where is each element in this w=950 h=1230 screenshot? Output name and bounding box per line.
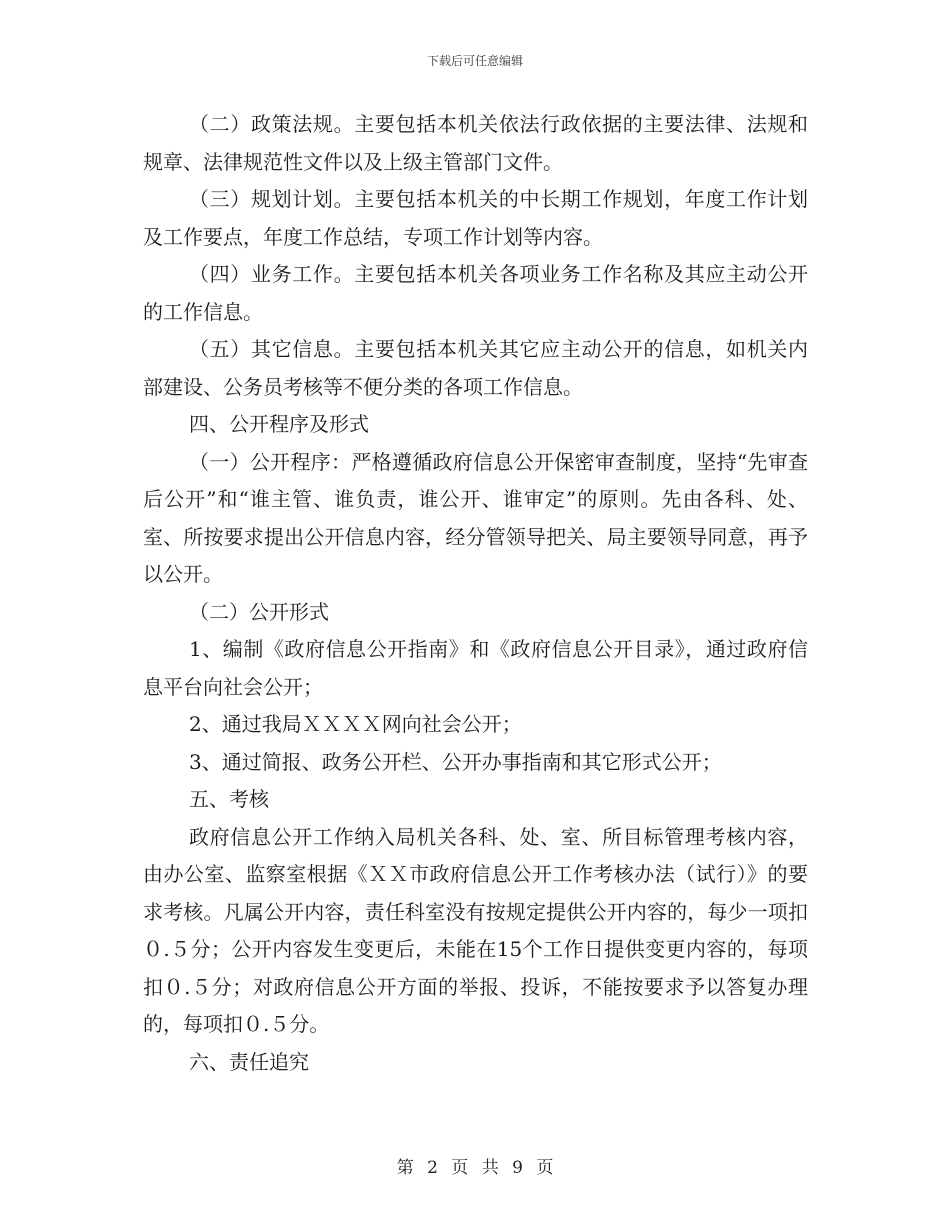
subheading-disclosure-forms: （二）公开形式 [189,599,329,624]
page-header: 下载后可任意编辑 [426,54,523,68]
paragraph-business-work: （四）业务工作。主要包括本机关各项业务工作名称及其应主动公开的工作信息。 [143,262,808,324]
list-item-1: 1、编制《政府信息公开指南》和《政府信息公开目录》，通过政府信息平台向社会公开； [143,637,808,699]
paragraph-planning: （三）规划计划。主要包括本机关的中长期工作规划，年度工作计划及工作要点，年度工作总结，专项工作计划等内容。 [143,187,808,249]
section-heading-accountability: 六、责任追究 [189,1049,309,1074]
paragraph-policy-regulations: （二）政策法规。主要包括本机关依法行政依据的主要法律、法规和规章、法律规范性文件以及上级主管部门文件。 [143,112,808,174]
document-body [143,106,808,1081]
section-heading-assessment: 五、考核 [189,787,269,811]
paragraph-assessment: 政府信息公开工作纳入局机关各科、处、室、所目标管理考核内容，由办公室、监察室根据《ＸＸ市政府信息公开工作考核办法（试行）》的要求考核。凡属公开内容，责任科室没有按规定提供公开内容的，每少一项扣０.５分；公开内容发生变更后，未能在15个工作日提供变更内容的，每项扣０.５分；对政府信息公开方面的举报、投诉，不能按要求予以答复办理的，每项扣０.５分。 [143,824,808,1036]
paragraph-disclosure-procedure: （一）公开程序：严格遵循政府信息公开保密审查制度，坚持“先审查后公开”和“谁主管、谁负责，谁公开、谁审定”的原则。先由各科、处、室、所按要求提出公开信息内容，经分管领导把关、局主要领导同意，再予以公开。 [143,449,808,586]
page-number: 第 2 页 共 9 页 [396,1158,554,1178]
list-item-2: 2、通过我局ＸＸＸＸ网向社会公开； [189,712,522,736]
section-heading-procedure: 四、公开程序及形式 [189,412,369,436]
paragraph-other-info: （五）其它信息。主要包括本机关其它应主动公开的信息，如机关内部建设、公务员考核等不便分类的各项工作信息。 [143,337,808,399]
list-item-3: 3、通过简报、政务公开栏、公开办事指南和其它形式公开； [189,749,722,774]
